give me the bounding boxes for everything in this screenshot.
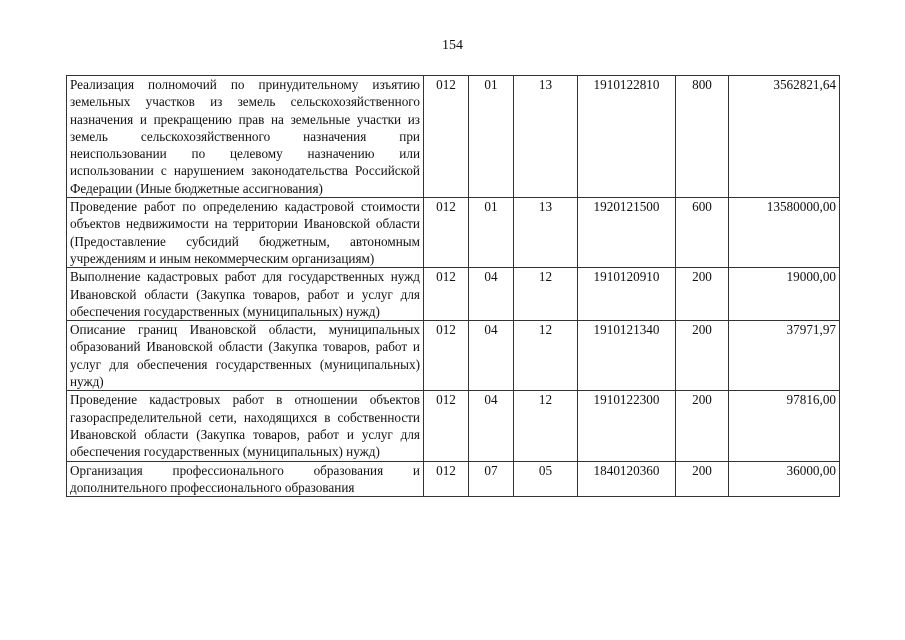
department-code: 012 (424, 76, 469, 198)
amount-value: 97816,00 (729, 391, 840, 461)
subsection-code: 05 (514, 461, 578, 497)
department-code: 012 (424, 391, 469, 461)
section-code: 07 (469, 461, 514, 497)
row-description: Организация профессионального образования и дополнительного профессионального образования (67, 461, 424, 497)
table-row (67, 321, 840, 391)
section-code: 01 (469, 76, 514, 198)
table-row (67, 461, 840, 497)
target-article-code: 1840120360 (578, 461, 676, 497)
section-code: 01 (469, 198, 514, 268)
expense-type-code: 200 (676, 391, 729, 461)
subsection-code: 13 (514, 76, 578, 198)
department-code: 012 (424, 321, 469, 391)
amount-value: 36000,00 (729, 461, 840, 497)
department-code: 012 (424, 461, 469, 497)
amount-value: 19000,00 (729, 268, 840, 321)
target-article-code: 1910122300 (578, 391, 676, 461)
row-description: Выполнение кадастровых работ для государственных нужд Ивановской области (Закупка товаров, работ и услуг для обеспечения государственных (муниципальных) нужд) (67, 268, 424, 321)
subsection-code: 12 (514, 321, 578, 391)
expense-type-code: 800 (676, 76, 729, 198)
department-code: 012 (424, 268, 469, 321)
target-article-code: 1910120910 (578, 268, 676, 321)
row-description: Описание границ Ивановской области, муниципальных образований Ивановской области (Закупка товаров, работ и услуг для обеспечения государственных (муниципальных) нужд) (67, 321, 424, 391)
amount-value: 3562821,64 (729, 76, 840, 198)
section-code: 04 (469, 268, 514, 321)
row-description: Проведение работ по определению кадастровой стоимости объектов недвижимости на территории Ивановской области (Предоставление субсидий бюджетным, автономным учреждениям и иным некоммерческим организациям) (67, 198, 424, 268)
table-row (67, 198, 840, 268)
target-article-code: 1910121340 (578, 321, 676, 391)
target-article-code: 1910122810 (578, 76, 676, 198)
row-description: Реализация полномочий по принудительному изъятию земельных участков из земель сельскохозяйственного назначения и прекращению прав на земельные участки из земель сельскохозяйственного назначения при неиспользовании по целевому назначению или использовании с нарушением законодательства Российской Федерации (Иные бюджетные ассигнования) (67, 76, 424, 198)
table-row (67, 268, 840, 321)
amount-value: 37971,97 (729, 321, 840, 391)
page-number: 154 (442, 38, 463, 53)
row-description: Проведение кадастровых работ в отношении объектов газораспределительной сети, находящихся в собственности Ивановской области (Закупка товаров, работ и услуг для обеспечения государственных (муниципальных) нужд) (67, 391, 424, 461)
expense-type-code: 200 (676, 268, 729, 321)
subsection-code: 13 (514, 198, 578, 268)
expense-type-code: 200 (676, 461, 729, 497)
subsection-code: 12 (514, 268, 578, 321)
budget-table (66, 75, 840, 497)
section-code: 04 (469, 391, 514, 461)
section-code: 04 (469, 321, 514, 391)
expense-type-code: 600 (676, 198, 729, 268)
subsection-code: 12 (514, 391, 578, 461)
target-article-code: 1920121500 (578, 198, 676, 268)
table-row (67, 76, 840, 198)
expense-type-code: 200 (676, 321, 729, 391)
department-code: 012 (424, 198, 469, 268)
amount-value: 13580000,00 (729, 198, 840, 268)
table-row (67, 391, 840, 461)
